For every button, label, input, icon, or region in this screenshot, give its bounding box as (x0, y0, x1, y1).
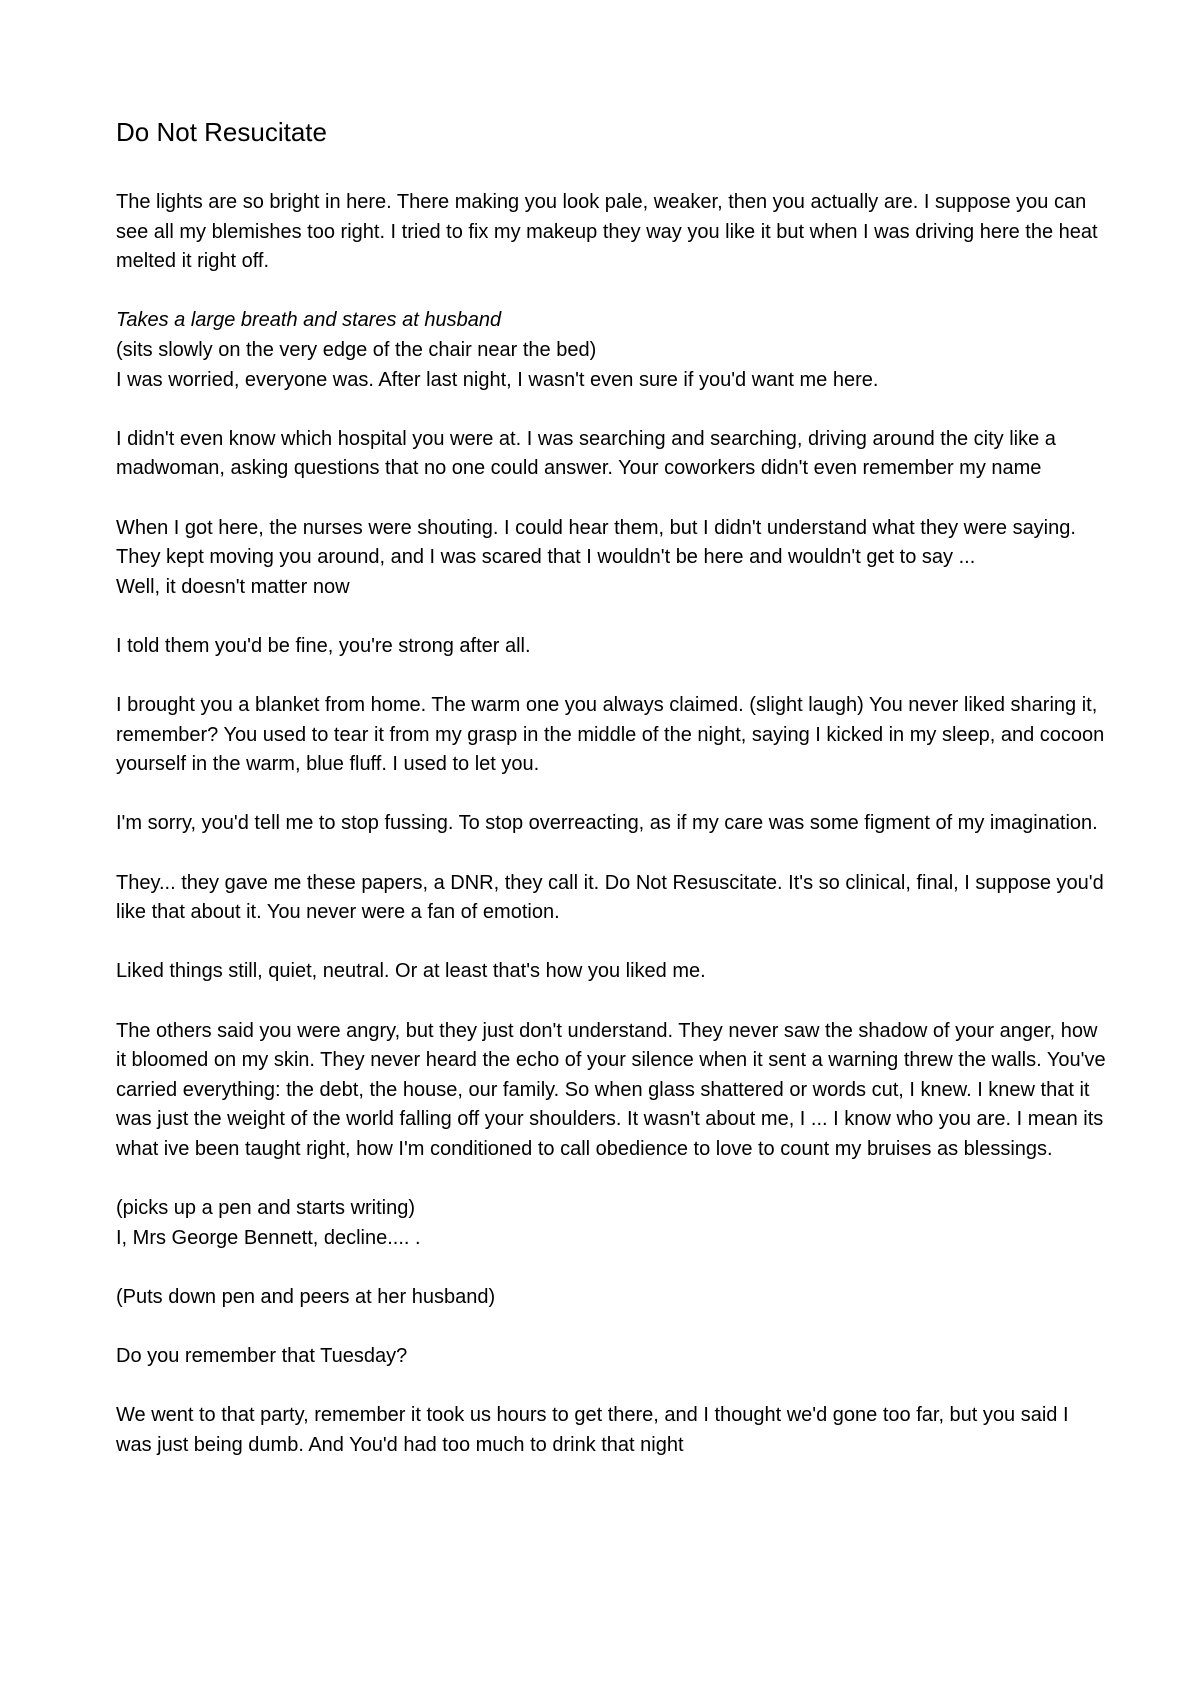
paragraph: When I got here, the nurses were shouting. I could hear them, but I didn't understand what they were saying. They kept moving you around, and I was scared that I wouldn't be here and wouldn't get to say ... (116, 516, 1076, 569)
paragraph: I was worried, everyone was. After last night, I wasn't even sure if you'd want me here. (116, 368, 879, 391)
paragraph: The lights are so bright in here. There making you look pale, weaker, then you actually are. I suppose you can see all my blemishes too right. I tried to fix my makeup they way you like it but when I was driving here the heat melted it right off. (116, 191, 1098, 273)
paragraph: Liked things still, quiet, neutral. Or at least that's how you liked me. (116, 960, 706, 983)
paragraph: We went to that party, remember it took us hours to get there, and I thought we'd gone too far, but you said I was just being dumb. And You'd had too much to drink that night (116, 1404, 1069, 1456)
paragraph: I told them you'd be fine, you're strong after all. (116, 634, 531, 657)
document-body (116, 188, 1106, 1490)
paragraph: Do you remember that Tuesday? (116, 1345, 408, 1368)
stage-direction: (sits slowly on the very edge of the chair near the bed) (116, 338, 597, 361)
paragraph: Well, it doesn't matter now (116, 575, 350, 598)
paragraph: I'm sorry, you'd tell me to stop fussing. To stop overreacting, as if my care was some figment of my imagination. (116, 812, 1098, 835)
stage-direction: (Puts down pen and peers at her husband) (116, 1285, 496, 1308)
stage-direction (116, 306, 1106, 336)
stage-direction: (picks up a pen and starts writing) (116, 1197, 416, 1220)
paragraph: The others said you were angry, but they just don't understand. They never saw the shadow of your anger, how it bloomed on my skin. They never heard the echo of your silence when it sent a warning threw the walls. You've carried everything: the debt, the house, our family. So when glass shattered or words cut, I knew. I knew that it was just the weight of the world falling off your shoulders. It wasn't about me, I ... I know who you are. I mean its what ive been taught right, how I'm conditioned to call obedience to love to count my bruises as blessings. (116, 1019, 1106, 1160)
paragraph: They... they gave me these papers, a DNR, they call it. Do Not Resuscitate. It's so clinical, final, I suppose you'd like that about it. You never were a fan of emotion. (116, 871, 1104, 924)
stage-direction-italic: Takes a large breath and stares at husband (116, 309, 502, 332)
paragraph: I didn't even know which hospital you were at. I was searching and searching, driving around the city like a madwoman, asking questions that no one could answer. Your coworkers didn't even remember my name (116, 427, 1056, 480)
paragraph: I, Mrs George Bennett, decline.... . (116, 1226, 421, 1249)
document-title: Do Not Resucitate (116, 117, 327, 147)
paragraph: I brought you a blanket from home. The warm one you always claimed. (slight laugh) You never liked sharing it, remember? You used to tear it from my grasp in the middle of the night, saying I kicked in my sleep, and cocoon yourself in the warm, blue fluff. I used to let you. (116, 694, 1105, 776)
